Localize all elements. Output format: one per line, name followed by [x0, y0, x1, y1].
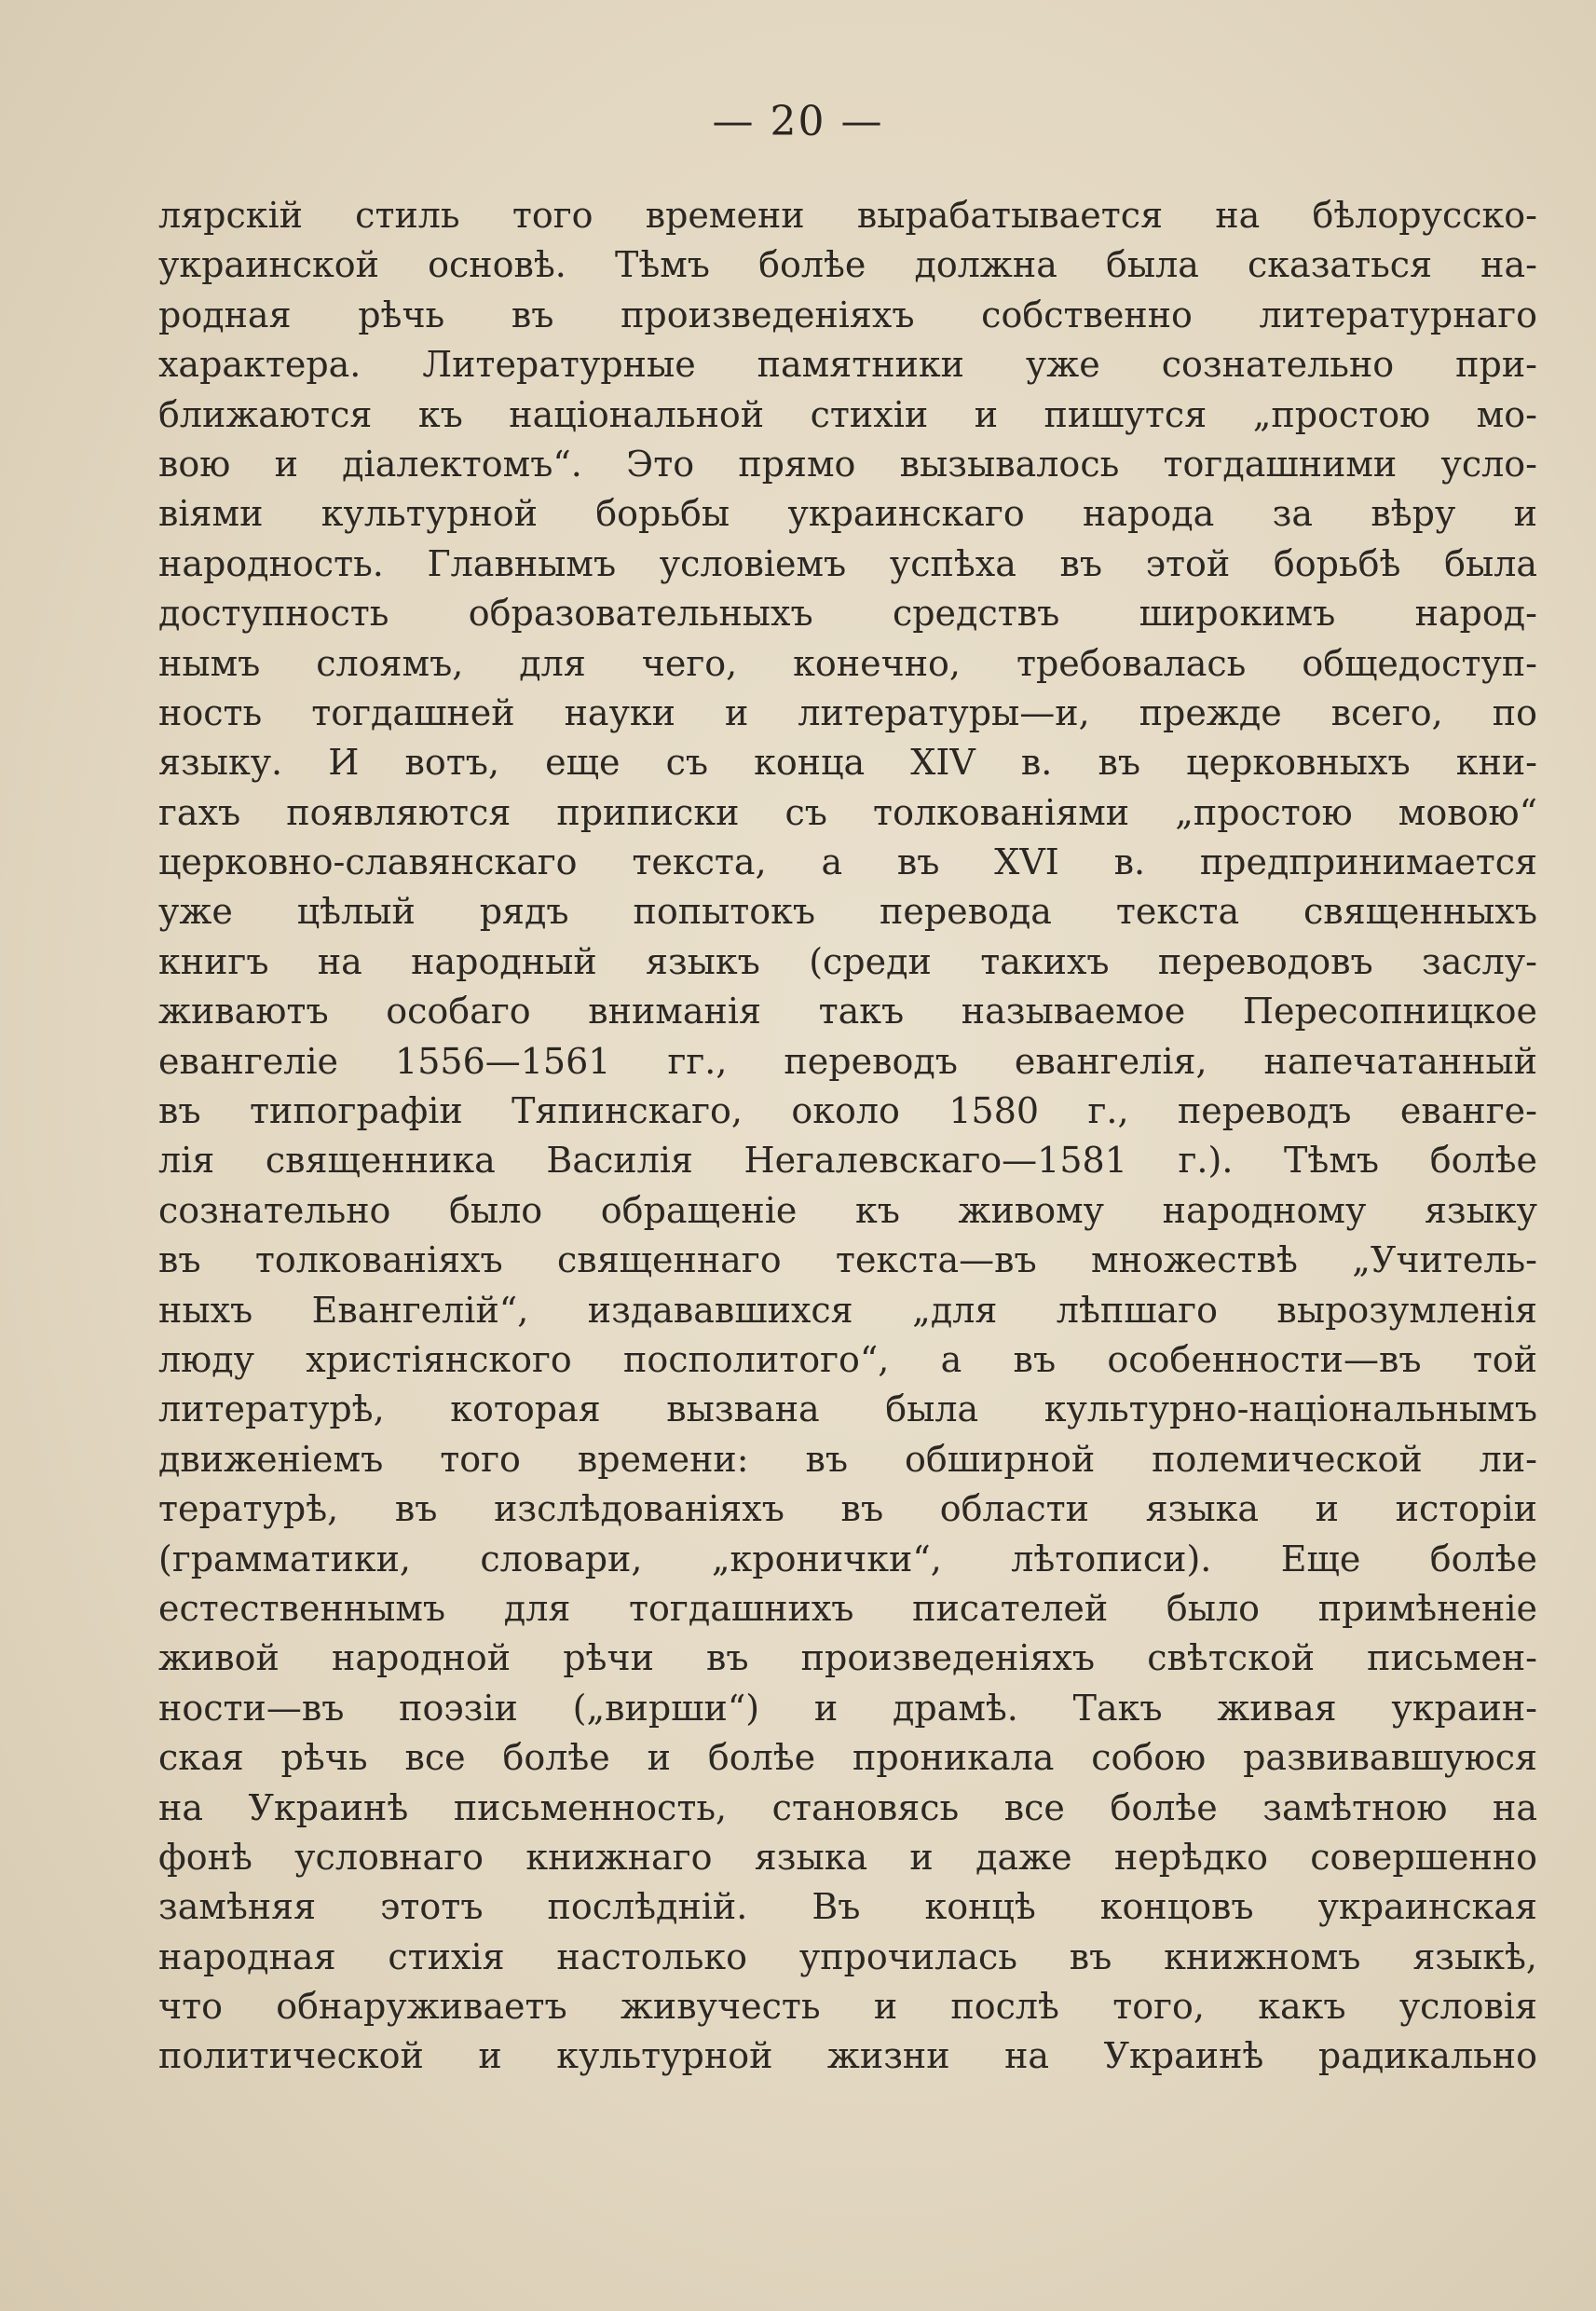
page-number: — 20 — [712, 98, 884, 145]
text-line: на Украинѣ письменность, становясь все болѣе замѣтною на [158, 1786, 1537, 1828]
text-line: украинской основѣ. Тѣмъ болѣе должна была сказаться на- [158, 244, 1537, 286]
text-line: живой народной рѣчи въ произведеніяхъ свѣтской письмен- [158, 1637, 1537, 1679]
text-line: доступность образовательныхъ средствъ широкимъ народ- [158, 593, 1537, 635]
text-line: уже цѣлый рядъ попытокъ перевода текста священныхъ [158, 891, 1537, 933]
text-line: гахъ появляются приписки съ толкованіями „простою мовою“ [158, 791, 1537, 833]
text-line: церковно-славянскаго текста, а въ XVI в. предпринимается [158, 841, 1537, 883]
text-line: политической и культурной жизни на Украинѣ радикально [158, 2035, 1537, 2077]
text-line: ность тогдашней науки и литературы—и, прежде всего, по [158, 691, 1537, 733]
text-line: народность. Главнымъ условіемъ успѣха въ этой борьбѣ была [158, 542, 1537, 584]
text-line: замѣняя этотъ послѣдній. Въ концѣ концовъ украинская [158, 1886, 1537, 1928]
text-line: віями культурной борьбы украинскаго народа за вѣру и [158, 493, 1537, 535]
text-line: естественнымъ для тогдашнихъ писателей было примѣненіе [158, 1587, 1537, 1629]
text-line: нымъ слоямъ, для чего, конечно, требовалась общедоступ- [158, 642, 1537, 684]
text-line: языку. И вотъ, еще съ конца XIV в. въ церковныхъ кни- [158, 742, 1537, 784]
text-line: (грамматики, словари, „кронички“, лѣтописи). Еще болѣе [158, 1538, 1537, 1579]
text-line: ныхъ Евангелій“, издававшихся „для лѣпшаго вырозумленія [158, 1289, 1537, 1331]
text-line: сознательно было обращеніе къ живому народному языку [158, 1189, 1537, 1231]
text-line: люду христіянского посполитого“, а въ особенности—въ той [158, 1338, 1537, 1380]
text-line: ская рѣчь все болѣе и болѣе проникала собою развивавшуюся [158, 1737, 1537, 1779]
text-line: вою и діалектомъ“. Это прямо вызывалось тогдашними усло- [158, 443, 1537, 485]
text-line: евангеліе 1556—1561 гг., переводъ евангелія, напечатанный [158, 1040, 1537, 1082]
text-line: живаютъ особаго вниманія такъ называемое Пересопницкое [158, 991, 1537, 1032]
text-line: движеніемъ того времени: въ обширной полемической ли- [158, 1438, 1537, 1480]
text-line: въ толкованіяхъ священнаго текста—въ множествѣ „Учитель- [158, 1239, 1537, 1281]
text-line: характера. Литературные памятники уже сознательно при- [158, 344, 1537, 386]
text-line: литературѣ, которая вызвана была культурно-національнымъ [158, 1388, 1537, 1430]
text-line: въ типографіи Тяпинскаго, около 1580 г., переводъ еванге- [158, 1090, 1537, 1132]
text-line: ближаются къ національной стихіи и пишутся „простою мо- [158, 393, 1537, 435]
text-line: фонѣ условнаго книжнаго языка и даже нерѣдко совершенно [158, 1836, 1537, 1878]
text-line: ности—въ поэзіи („вирши“) и драмѣ. Такъ живая украин- [158, 1687, 1537, 1729]
text-line: что обнаруживаетъ живучесть и послѣ того, какъ условія [158, 1986, 1537, 2028]
text-line: лія священника Василія Негалевскаго—1581 г.). Тѣмъ болѣе [158, 1140, 1537, 1182]
text-line: родная рѣчь въ произведеніяхъ собственно литературнаго [158, 294, 1537, 335]
text-line: лярскій стиль того времени вырабатывается на бѣлорусско- [158, 195, 1537, 236]
body-text [158, 191, 1537, 2082]
text-line: народная стихія настолько упрочилась въ книжномъ языкѣ, [158, 1935, 1537, 1977]
text-line: книгъ на народный языкъ (среди такихъ переводовъ заслу- [158, 940, 1537, 982]
text-line: тературѣ, въ изслѣдованіяхъ въ области языка и исторіи [158, 1488, 1537, 1530]
